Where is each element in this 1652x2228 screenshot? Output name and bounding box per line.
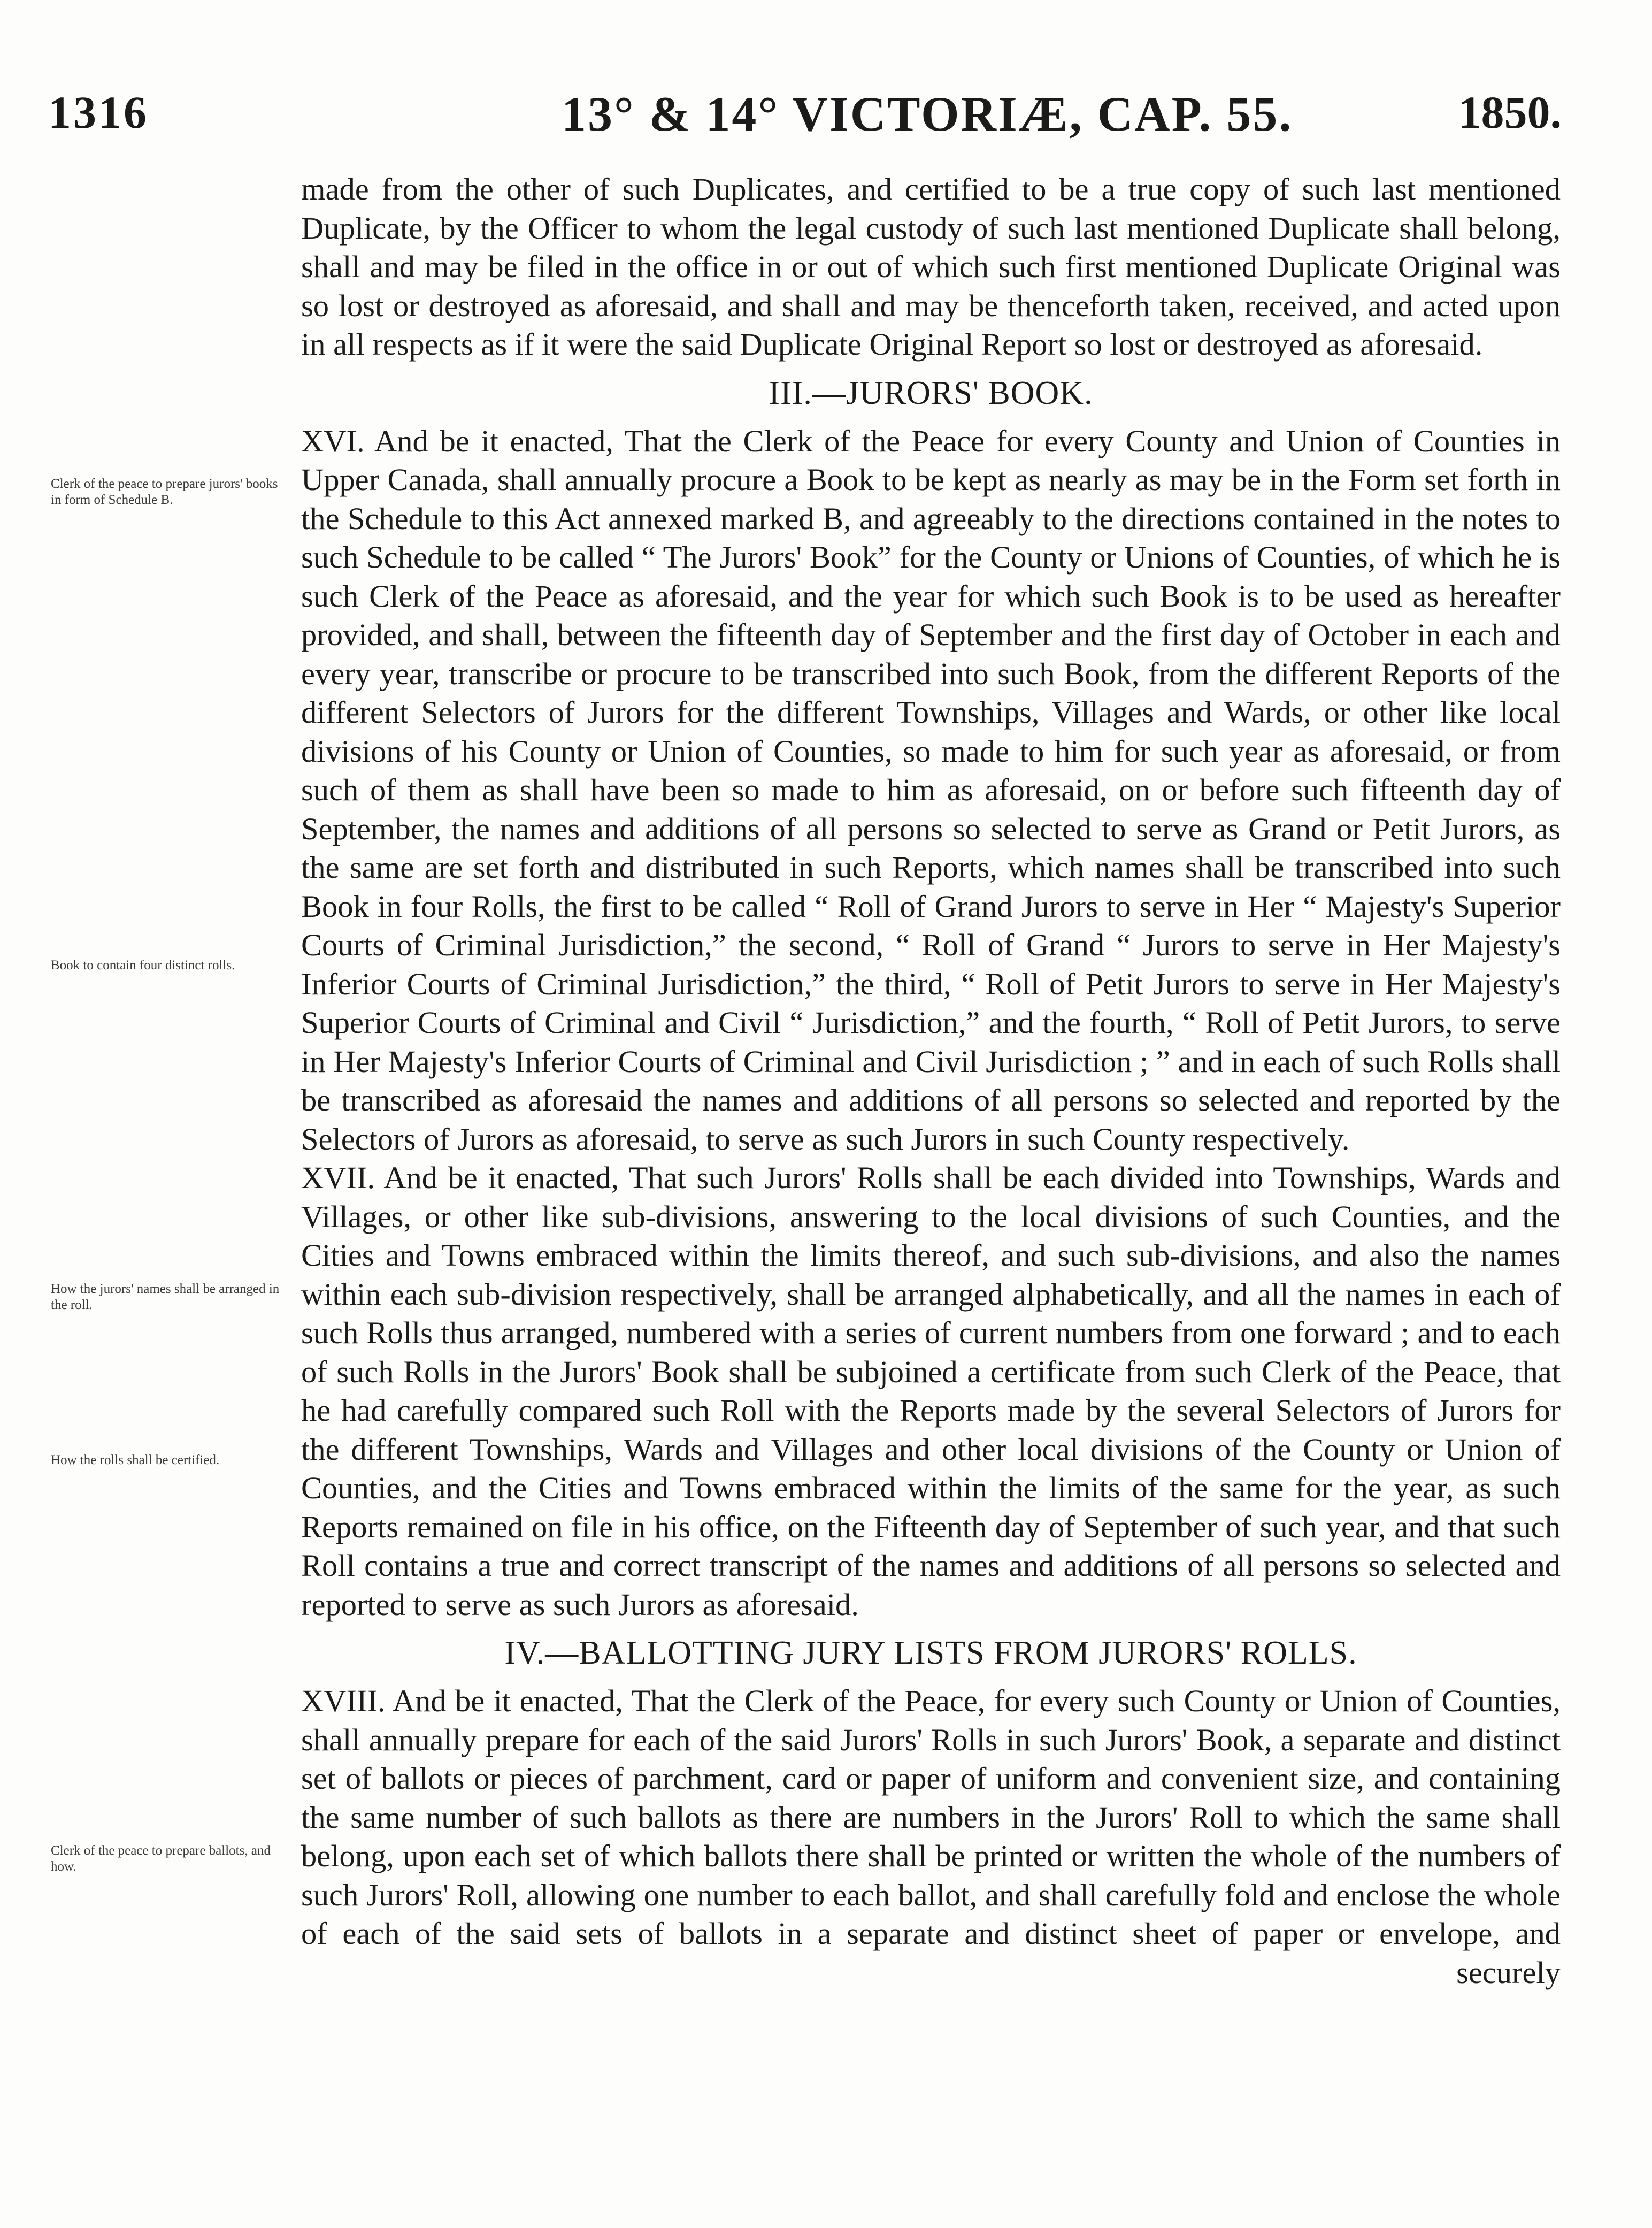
page-number: 1316 xyxy=(48,87,149,138)
section-xvii: XVII. And be it enacted, That such Jurors' Rolls shall be each divided into Townships, Wards and Villages, or other like sub-divisions, answering to the local divisions of such Counties, and the Cities and Towns embraced within the limits thereof, and such sub-divisions, and also the names within each sub-division respectively, shall be arranged alphabetically, and all the names in each of such Rolls thus arranged, numbered with a series of current numbers from one forward ; and to each of such Rolls in the Jurors' Book shall be subjoined a certificate from such Clerk of the Peace, that he had carefully compared such Roll with the Reports made by the several Selectors of Jurors for the different Townships, Wards and Villages and other local divisions of the County or Union of Counties, and the Cities and Towns embraced within the limits of the same for the year, as such Reports remained on file in his office, on the Fifteenth day of September of such year, and that such Roll contains a true and correct transcript of the names and additions of all persons so selected and reported to serve as such Jurors as aforesaid. xyxy=(301,1160,1561,1622)
page-header xyxy=(48,86,1562,144)
marginal-note: Clerk of the peace to prepare ballots, and how. xyxy=(51,1843,271,1874)
marginal-note: How the rolls shall be certified. xyxy=(51,1453,220,1467)
section-heading: IV.—BALLOTTING JURY LISTS FROM JURORS' ROLLS. xyxy=(504,1635,1357,1671)
header-year: 1850. xyxy=(1458,87,1562,138)
marginal-note: Clerk of the peace to prepare jurors' books in form of Schedule B. xyxy=(51,477,278,507)
marginal-note: How the jurors' names shall be arranged in the roll. xyxy=(51,1282,280,1312)
body-text xyxy=(301,170,1561,1992)
catchword: securely xyxy=(1456,1955,1561,1990)
section-xviii: XVIII. And be it enacted, That the Clerk of the Peace, for every such County or Union of Counties, shall annually prepare for each of the said Jurors' Rolls in such Jurors' Book, a separate and distinct set of ballots or pieces of parchment, card or paper of uniform and convenient size, and containing the same number of such ballots as there are numbers in the Jurors' Roll to which the same shall belong, upon each set of which ballots there shall be printed or written the whole of the numbers of such Jurors' Roll, allowing one number to each ballot, and shall carefully fold and enclose the whole of each of the said sets of ballots in a separate and distinct sheet of paper or envelope, and xyxy=(301,1683,1561,1951)
section-xvi: XVI. And be it enacted, That the Clerk of the Peace for every County and Union of Counties in Upper Canada, shall annually procure a Book to be kept as nearly as may be in the Form set forth in the Schedule to this Act annexed marked B, and agreeably to the directions contained in the notes to such Schedule to be called “ The Jurors' Book” for the County or Unions of Counties, of which he is such Clerk of the Peace as aforesaid, and the year for which such Book is to be used as hereafter provided, and shall, between the fifteenth day of September and the first day of October in each and every year, transcribe or procure to be transcribed into such Book, from the different Reports of the different Selectors of Jurors for the different Townships, Villages and Wards, or other like local divisions of his County or Union of Counties, so made to him for such year as aforesaid, or from such of them as shall have been so made to him as aforesaid, on or before such fifteenth day of September, the names and additions of all persons so selected to serve as Grand or Petit Jurors, as the same are set forth and distributed in such Reports, which names shall be transcribed into such Book in four Rolls, the first to be called “ Roll of Grand Jurors to serve in Her “ Majesty's Superior Courts of Criminal Jurisdiction,” the second, “ Roll of Grand “ Jurors to serve in Her Majesty's Inferior Courts of Criminal Jurisdiction,” the third, “ Roll of Petit Jurors to serve in Her Majesty's Superior Courts of Criminal and Civil “ Jurisdiction,” and the fourth, “ Roll of Petit Jurors, to serve in Her Majesty's Inferior Courts of Criminal and Civil Jurisdiction ; ” and in each of such Rolls shall be transcribed as aforesaid the names and additions of all persons so selected and reported by the Selectors of Jurors as aforesaid, to serve as such Jurors in such County respectively. xyxy=(301,423,1561,1157)
running-title: 13° & 14° VICTORIÆ, CAP. 55. xyxy=(562,87,1293,141)
marginal-note: Book to contain four distinct rolls. xyxy=(51,958,235,973)
section-heading: III.—JURORS' BOOK. xyxy=(769,374,1093,411)
continuation-paragraph: made from the other of such Duplicates, and certified to be a true copy of such last mentioned Duplicate, by the Officer to whom the legal custody of such last mentioned Duplicate shall belong, shall and may be filed in the office in or out of which such first mentioned Duplicate Original was so lost or destroyed as aforesaid, and shall and may be thenceforth taken, received, and acted upon in all respects as if it were the said Duplicate Original Report so lost or destroyed as aforesaid. xyxy=(301,172,1561,362)
